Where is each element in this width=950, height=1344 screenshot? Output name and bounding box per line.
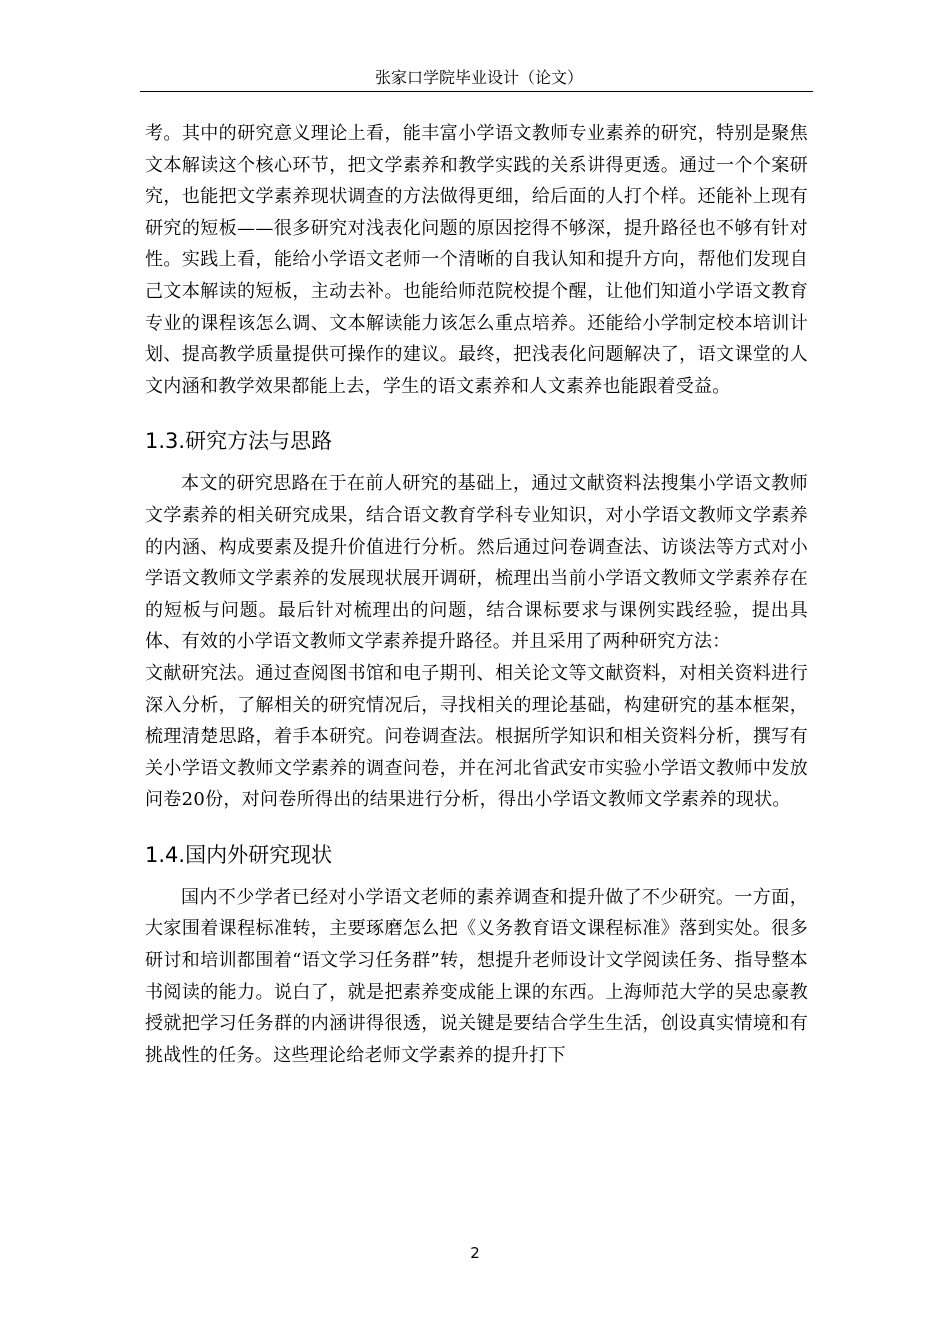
page-number: 2 — [470, 1244, 480, 1262]
section-spacer — [145, 402, 808, 426]
section-spacer — [145, 816, 808, 840]
section-heading-methods: 1.3.研究方法与思路 — [145, 429, 333, 454]
heading-spacer — [145, 870, 808, 882]
methods-detail-paragraph: 文献研究法。通过查阅图书馆和电子期刊、相关论文等文献资料，对相关资料进行深入分析，了解相关的研究情况后，寻找相关的理论基础，构建研究的基本框架，梳理清楚思路，着手本研究。问卷调查法。根据所学知识和相关资料分析，撰写有关小学语文教师文学素养的调查问卷，并在河北省武安市实验小学语文教师中发放问卷20份，对问卷所得出的结果进行分析，得出小学语文教师文学素养的现状。 — [145, 662, 808, 811]
running-header: 张家口学院毕业设计（论文） — [374, 68, 583, 87]
page-body — [145, 118, 808, 1071]
status-paragraph: 国内不少学者已经对小学语文老师的素养调查和提升做了不少研究。一方面，大家围着课程标准转，主要琢磨怎么把《义务教育语文课程标准》落到实处。很多研讨和培训都围着“语文学习任务群”转，想提升老师设计文学阅读任务、指导整本书阅读的能力。说白了，就是把素养变成能上课的东西。上海师范大学的吴忠豪教授就把学习任务群的内涵讲得很透，说关键是要结合学生生活，创设真实情境和有挑战性的任务。这些理论给老师文学素养的提升打下 — [145, 886, 808, 1066]
methods-intro-paragraph: 本文的研究思路在于在前人研究的基础上，通过文献资料法搜集小学语文教师文学素养的相关研究成果，结合语文教育学科专业知识，对小学语文教师文学素养的内涵、构成要素及提升价值进行分析。然后通过问卷调查法、访谈法等方式对小学语文教师文学素养的发展现状展开调研，梳理出当前小学语文教师文学素养存在的短板与问题。最后针对梳理出的问题，结合课标要求与课例实践经验，提出具体、有效的小学语文教师文学素养提升路径。并且采用了两种研究方法： — [145, 473, 808, 653]
header-divider — [140, 91, 813, 92]
intro-paragraph: 考。其中的研究意义理论上看，能丰富小学语文教师专业素养的研究，特别是聚焦文本解读这个核心环节，把文学素养和教学实践的关系讲得更透。通过一个个案研究，也能把文学素养现状调查的方法做得更细，给后面的人打个样。还能补上现有研究的短板——很多研究对浅表化问题的原因挖得不够深，提升路径也不够有针对性。实践上看，能给小学语文老师一个清晰的自我认知和提升方向，帮他们发现自己文本解读的短板，主动去补。也能给师范院校提个醒，让他们知道小学语文教育专业的课程该怎么调、文本解读能力该怎么重点培养。还能给小学制定校本培训计划、提高教学质量提供可操作的建议。最终，把浅表化问题解决了，语文课堂的人文内涵和教学效果都能上去，学生的语文素养和人文素养也能跟着受益。 — [145, 123, 808, 397]
heading-spacer — [145, 456, 808, 468]
section-heading-status: 1.4.国内外研究现状 — [145, 842, 333, 867]
